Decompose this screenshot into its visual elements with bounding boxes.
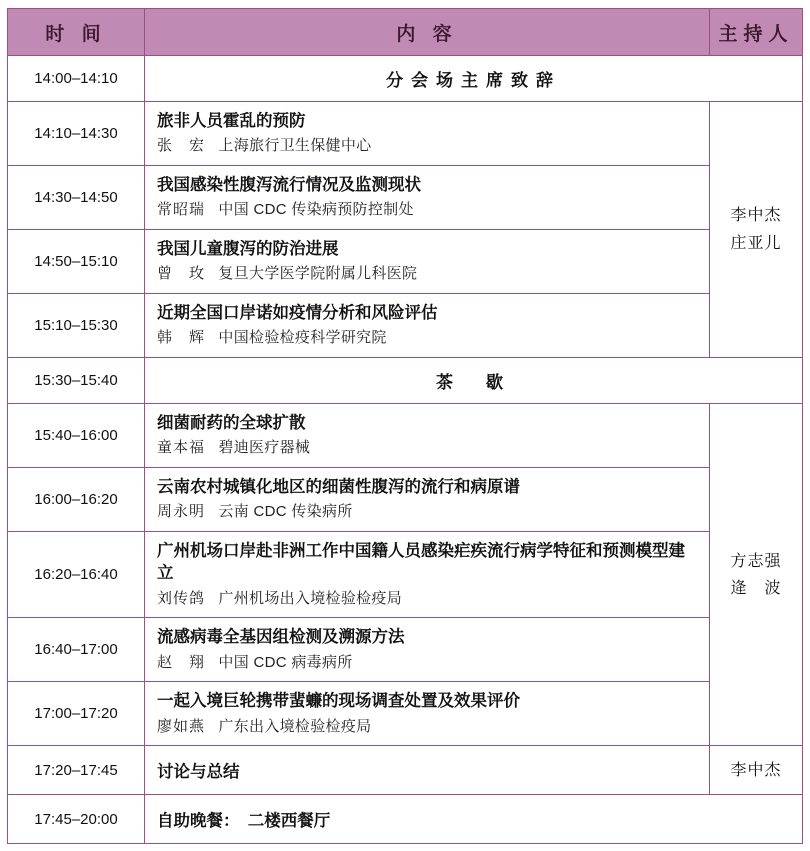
cell-time: 14:00–14:10 [8,56,145,102]
session-title: 流感病毒全基因组检测及溯源方法 [157,628,405,647]
cell-content [145,682,710,746]
cell-time: 16:20–16:40 [8,532,145,618]
cell-host [710,404,803,746]
agenda-table [7,8,803,844]
speaker-name: 常昭瑞 [157,201,206,219]
speaker-name: 张 宏 [157,137,206,155]
table-row [8,618,803,682]
speaker-name: 童本福 [157,439,206,457]
cell-content [145,294,710,358]
cell-time: 15:10–15:30 [8,294,145,358]
session-title: 细菌耐药的全球扩散 [157,414,306,433]
speaker-name: 廖如燕 [157,717,206,735]
cell-time: 17:45–20:00 [8,795,145,844]
session-speaker [157,501,699,523]
host-name: 方志强 [730,552,782,570]
cell-content: 自助晚餐： 二楼西餐厅 [145,795,803,844]
cell-time: 14:30–14:50 [8,166,145,230]
table-row [8,795,803,844]
session-title: 我国儿童腹泻的防治进展 [157,240,339,259]
session-speaker [157,199,699,221]
table-row [8,404,803,468]
cell-time: 14:50–15:10 [8,230,145,294]
session-speaker [157,652,699,674]
table-row [8,166,803,230]
speaker-org: 上海旅行卫生保健中心 [218,137,372,155]
speaker-name: 韩 辉 [157,329,206,347]
header-host: 主持人 [710,9,803,56]
session-speaker [157,716,699,738]
speaker-name: 刘传鸽 [157,589,206,607]
table-body [8,56,803,844]
cell-content [145,166,710,230]
cell-content: 讨论与总结 [145,746,710,795]
table-header-row [8,9,803,56]
session-speaker [157,437,699,459]
host-name: 逄 波 [730,579,782,597]
table-row [8,294,803,358]
speaker-org: 广州机场出入境检验检疫局 [218,589,403,607]
session-title: 我国感染性腹泻流行情况及监测现状 [157,176,421,195]
cell-time: 16:00–16:20 [8,468,145,532]
session-title: 旅非人员霍乱的预防 [157,112,306,130]
cell-content [145,404,710,468]
cell-host [710,746,803,795]
session-title: 一起入境巨轮携带蜚蠊的现场调查处置及效果评价 [157,692,520,711]
speaker-org: 中国 CDC 传染病预防控制处 [218,201,414,219]
session-title: 云南农村城镇化地区的细菌性腹泻的流行和病原谱 [157,478,520,497]
host-name: 李中杰 [730,207,782,225]
table-row [8,230,803,294]
speaker-org: 复旦大学医学院附属儿科医院 [218,265,418,283]
host-name: 庄亚儿 [730,234,782,252]
speaker-name: 周永明 [157,503,206,521]
session-speaker [157,135,699,157]
cell-time: 17:00–17:20 [8,682,145,746]
cell-content [145,230,710,294]
cell-time: 15:30–15:40 [8,358,145,404]
header-content: 内 容 [145,9,710,56]
header-time: 时 间 [8,9,145,56]
cell-content [145,102,710,166]
session-speaker [157,588,699,610]
cell-time: 16:40–17:00 [8,618,145,682]
speaker-org: 广东出入境检验检疫局 [218,717,372,735]
session-title: 广州机场口岸赴非洲工作中国籍人员感染疟疾流行病学特征和预测模型建立 [157,542,685,583]
speaker-org: 中国 CDC 病毒病所 [218,653,353,671]
cell-time: 17:20–17:45 [8,746,145,795]
speaker-name: 赵 翔 [157,653,206,671]
session-speaker [157,263,699,285]
host-name: 李中杰 [730,761,782,779]
cell-banner: 茶 歇 [145,358,803,404]
table-row [8,532,803,618]
cell-content [145,468,710,532]
cell-host [710,102,803,358]
speaker-org: 中国检验检疫科学研究院 [218,329,387,347]
cell-banner: 分会场主席致辞 [145,56,803,102]
cell-content [145,532,710,618]
session-title: 近期全国口岸诺如疫情分析和风险评估 [157,304,438,323]
speaker-name: 曾 玫 [157,265,206,283]
cell-time: 14:10–14:30 [8,102,145,166]
session-speaker [157,327,699,349]
table-row [8,358,803,404]
table-row [8,746,803,795]
speaker-org: 碧迪医疗器械 [218,439,311,457]
table-row [8,56,803,102]
cell-time: 15:40–16:00 [8,404,145,468]
table-header [8,9,803,56]
speaker-org: 云南 CDC 传染病所 [218,503,353,521]
table-row [8,682,803,746]
cell-content [145,618,710,682]
table-row [8,102,803,166]
table-row [8,468,803,532]
